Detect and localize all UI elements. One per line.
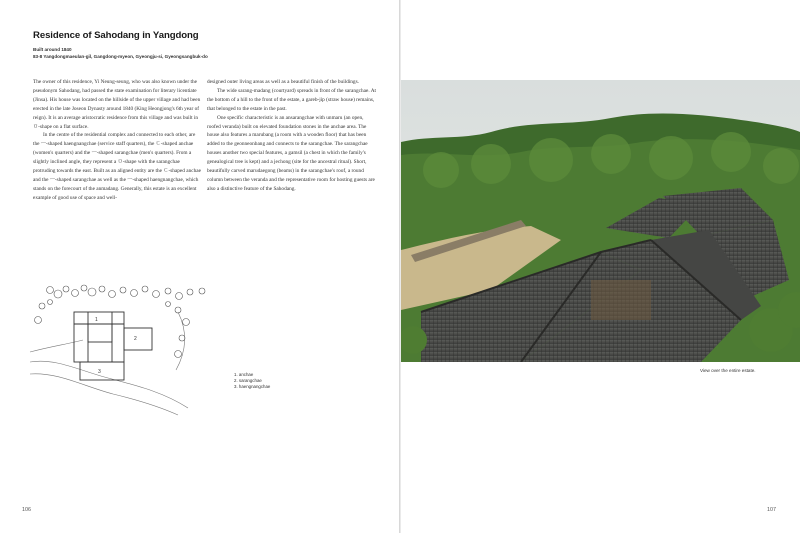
building-outlines [74, 312, 152, 380]
body-column-1 [33, 78, 201, 203]
paragraph: One specific characteristic is an ansarangchae with unmaru (an open, roofed veranda) built on elevated foundation stones in the anchae area. The house also features a marubang (a room with a wooden floor) that has been added to the geonneonbang and connects to the sarangchae. The sarangchae houses another two special features, a gamsil (a chest in which the family's genealogical tree is kept) and a jechong (site for the ancestral ritual). Short, beautifully carved marudaegong (beams) in the sarangchae's roof, a round column between the veranda and the representative room for hosting guests are also a distinctive feature of the Sahodang. [207, 114, 375, 192]
legend-item: 3. haengnangchae [234, 384, 271, 389]
plan-label-3: 3 [98, 369, 101, 375]
page-number-left: 106 [22, 507, 31, 513]
estate-photo [401, 80, 800, 362]
paragraph: In the centre of the residential complex and connected to each other, are the ㅡ-shaped haengnangchae (service staff quarters), the ㄷ-shaped anchae (women's quarters) and the ㅡ-shaped sarangchae (men's quarters). From a slightly inclined angle, they represent a ㅁ-shape with the sarangchae protruding towards the east. Built as an aligned entity are the ㄷ-shaped anchae and the ㅡ-shaped sarangchae as well as the ㅡ-shaped haengnangchae, which stands on the forecourt of the anmadang. Generally, this estate is an excellent example of good use of space and well- [33, 132, 201, 201]
legend-item: 2. sarangchae [234, 378, 262, 383]
paragraph: designed outer living areas as well as a beautiful finish of the buildings. [207, 79, 359, 85]
built-date: Built around 1840 [33, 47, 72, 52]
plan-label-1: 1 [95, 317, 98, 323]
plan-legend [234, 372, 270, 390]
paragraph: The wide sarang-madang (courtyard) spreads in front of the sarangchae. At the bottom of a hill to the front of the estate, a gareb-jip (straw house) remains, that belonged to the estate in the past. [207, 87, 376, 112]
terrain-lines [30, 312, 188, 415]
photo-caption: View over the entire estate. [700, 368, 756, 373]
plan-labels [95, 317, 137, 375]
plan-label-2: 2 [134, 336, 137, 342]
site-plan [28, 282, 218, 417]
page-title: Residence of Sahodang in Yangdong [33, 30, 199, 41]
paragraph: The owner of this residence, Yi Neung-seung, who was also known under the pseudonym Sahodang, had passed the state examination for literary licentiate (Jinsa). His house was located on the hillside of the upper village and had been erected in the late Joseon Dynasty around 1840 (King Heongjong's 6th year of reign). It is an average aristocratic residence from this village and was built in ㅁ-shape on a flat surface. [33, 79, 201, 130]
tree-symbols [35, 285, 206, 358]
page-number-right: 107 [767, 507, 776, 513]
legend-item: 1. anchae [234, 372, 254, 377]
address: 83-8 Yangdongmaeulan-gil, Gangdong-myeon, Gyeongju-si, Gyeongsangbuk-do [33, 54, 208, 59]
body-column-2 [207, 78, 377, 194]
building-meta [33, 46, 208, 60]
